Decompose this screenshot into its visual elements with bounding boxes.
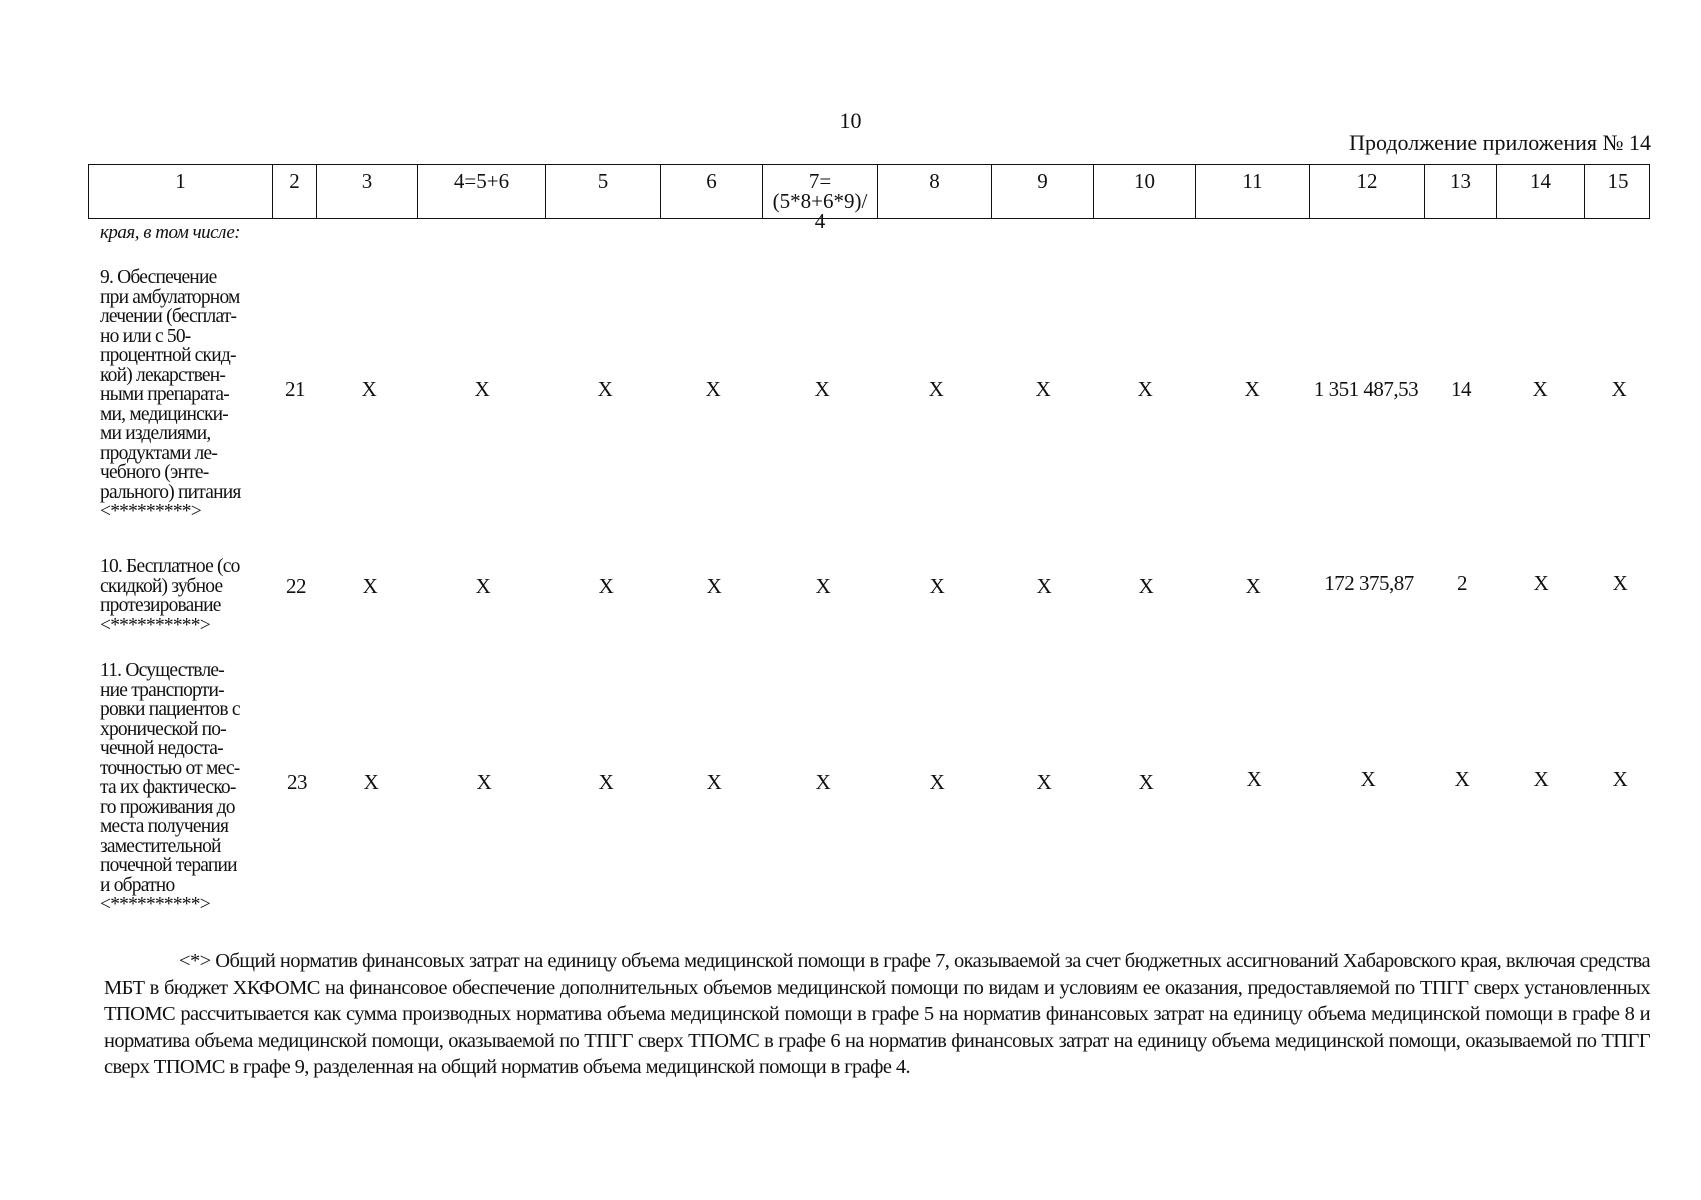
- cell-row11-col3: X: [363, 770, 379, 794]
- cell-row10-col10: X: [1138, 574, 1154, 598]
- section-note: края, в том числе:: [100, 222, 241, 243]
- cell-row9-col9: X: [1035, 377, 1051, 401]
- header-col-14: 14: [1497, 165, 1585, 218]
- row-label-10: 10. Бесплатное (со скидкой) зубное протезирование <**********>: [100, 556, 240, 636]
- cell-row9-col10: X: [1137, 377, 1153, 401]
- header-col-11: 11: [1196, 165, 1310, 218]
- cell-row11-col5: X: [598, 770, 614, 794]
- cell-row9-col14: X: [1532, 377, 1548, 401]
- header-col-7-divisor: 4: [814, 209, 826, 233]
- cell-row11-col6: X: [706, 770, 722, 794]
- header-col-7-formula: 7=(5*8+6*9)/: [772, 169, 868, 213]
- cell-row10-col7: X: [815, 574, 831, 598]
- cell-row9-col13: 14: [1451, 377, 1471, 401]
- header-col-15: 15: [1607, 169, 1629, 193]
- cell-row11-col12: X: [1360, 767, 1376, 791]
- cell-row11-col7: X: [815, 770, 831, 794]
- header-col-3: 3: [317, 165, 418, 218]
- header-col-8: 8: [878, 165, 992, 218]
- cell-row9-col7: X: [814, 377, 830, 401]
- header-col-1: 1: [89, 165, 273, 218]
- header-col-4: 4=5+6: [418, 165, 546, 218]
- cell-row10-col6: X: [706, 574, 722, 598]
- header-col-2: 2: [273, 165, 317, 218]
- row-label-9: 9. Обеспечение при амбулаторном лечении (бесплат- но или с 50- процентной скид- кой) лекарствен- ными препарата- ми, медицински- ми изделиями, продуктами ле- чебного (энте- рального) питания <*********>: [100, 267, 241, 522]
- header-col-5: 5: [546, 165, 661, 218]
- cell-row11-col15: X: [1612, 767, 1628, 791]
- cell-row11-col11: X: [1246, 767, 1262, 791]
- header-col-9: 9: [992, 165, 1094, 218]
- cell-row11-col13: X: [1454, 767, 1470, 791]
- header-col-12: 12: [1310, 165, 1425, 218]
- cell-row10-col15: X: [1612, 571, 1628, 595]
- header-col-13: 13: [1425, 165, 1497, 218]
- page-number: 10: [839, 108, 862, 133]
- header-col-10: 10: [1094, 165, 1196, 218]
- cell-row9-col12: 1 351 487,53: [1313, 377, 1419, 401]
- cell-row10-col4: X: [475, 574, 491, 598]
- cell-row10-col13: 2: [1457, 571, 1467, 595]
- cell-row11-col9: X: [1036, 770, 1052, 794]
- cell-row10-col5: X: [598, 574, 614, 598]
- header-col-7: [763, 165, 878, 233]
- cell-row10-col2: 22: [286, 574, 306, 598]
- cell-row10-col3: X: [362, 574, 378, 598]
- row-label-11: 11. Осуществле- ние транспорти- ровки пациентов с хронической по- чечной недоста- точностью от мес- та их фактическо- го проживания до места получения заместительной почечной терапии и обратно <**********>: [100, 660, 240, 915]
- cell-row9-col8: X: [928, 377, 944, 401]
- cell-row9-col2: 21: [285, 377, 305, 401]
- header-col-6: 6: [661, 165, 763, 218]
- cell-row9-col4: X: [474, 377, 490, 401]
- cell-row9-col15: X: [1611, 377, 1627, 401]
- cell-row10-col9: X: [1036, 574, 1052, 598]
- cell-row9-col5: X: [597, 377, 613, 401]
- cell-row9-col6: X: [705, 377, 721, 401]
- footnote: <*> Общий норматив финансовых затрат на единицу объема медицинской помощи в графе 7, оказываемой за счет бюджетных ассигнований Хабаровского края, включая средства МБТ в бюджет ХКФОМС на финансовое обеспечение дополнительных объемов медицинской помощи по видам и условиям ее оказания, предоставляемой по ТПГГ сверх установленных ТПОМС рассчитывается как сумма производных норматива объема медицинской помощи в графе 5 на норматив финансовых затрат на единицу объема медицинской помощи в графе 8 и норматива объема медицинской помощи, оказываемой по ТПГГ сверх ТПОМС в графе 6 на норматив финансовых затрат на единицу объема медицинской помощи, оказываемой по ТПГГ сверх ТПОМС в графе 9, разделенная на общий норматив объема медицинской помощи в графе 4.: [104, 950, 1650, 1078]
- cell-row11-col10: X: [1138, 770, 1154, 794]
- appendix-note: Продолжение приложения № 14: [1349, 130, 1651, 155]
- cell-row10-col11: X: [1245, 574, 1261, 598]
- cell-row11-col2: 23: [287, 770, 307, 794]
- cell-row11-col8: X: [929, 770, 945, 794]
- cell-row10-col8: X: [929, 574, 945, 598]
- cell-row11-col4: X: [476, 770, 492, 794]
- cell-row10-col12: 172 375,87: [1324, 571, 1414, 595]
- cell-row10-col14: X: [1533, 571, 1549, 595]
- cell-row11-col14: X: [1533, 767, 1549, 791]
- cell-row9-col11: X: [1244, 377, 1260, 401]
- cell-row9-col3: X: [361, 377, 377, 401]
